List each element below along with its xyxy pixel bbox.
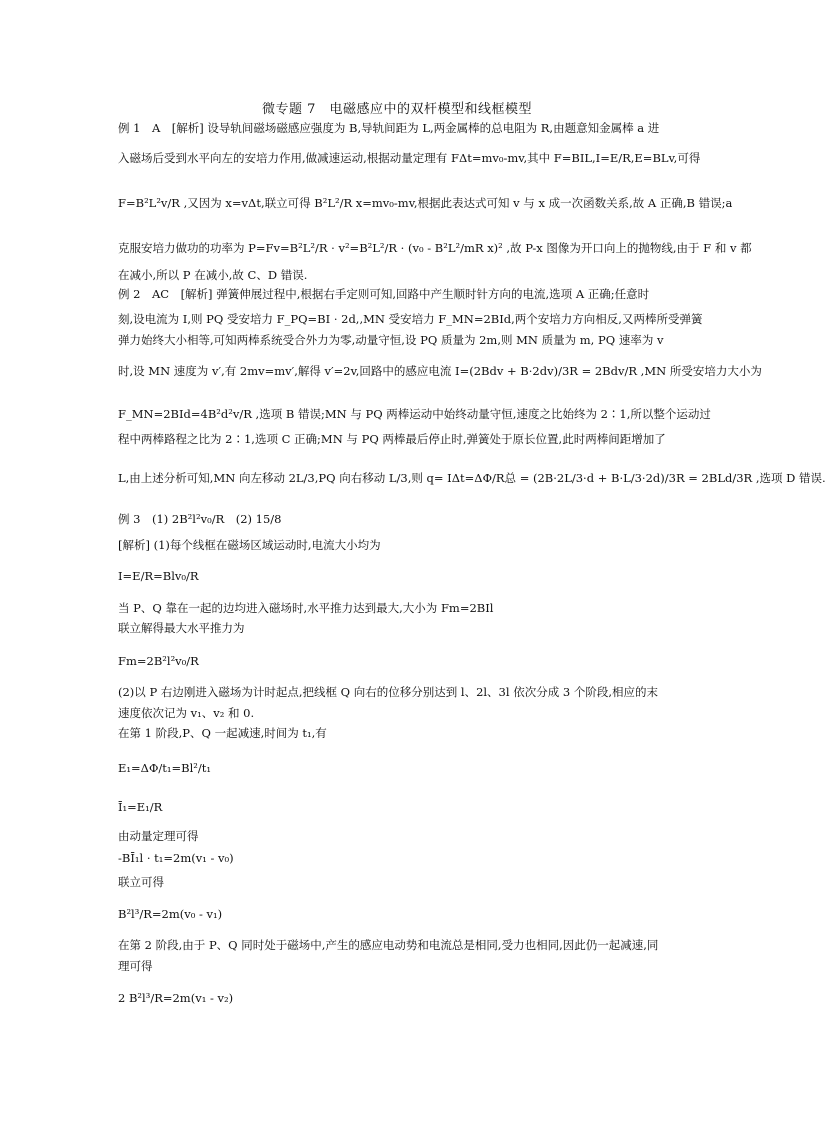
ex3-analysis-2: 当 P、Q 靠在一起的边均进入磁场时,水平推力达到最大,大小为 Fm=2BIl	[118, 601, 494, 615]
ex3-formula-fm: Fm=2B²l²v₀/R	[118, 654, 199, 668]
ex3-analysis-3: 联立解得最大水平推力为	[118, 621, 245, 635]
ex3-part2-line-5: 联立可得	[118, 875, 164, 889]
ex2-line-7: L,由上述分析可知,MN 向左移动 2L/3,PQ 向右移动 L/3,则 q= IΔt=ΔΦ/R总 = (2B·2L/3·d + B·L/3·2d)/3R = 2BLd/3R ,选项 D 错误.	[118, 471, 826, 485]
ex3-formula-stage1: B²l³/R=2m(v₀ - v₁)	[118, 907, 223, 921]
ex3-answer: 例 3 (1) 2B²l²v₀/R (2) 15/8	[118, 512, 282, 526]
ex3-formula-current: I=E/R=Blv₀/R	[118, 569, 199, 583]
ex2-line-3: 弹力始终大小相等,可知两棒系统受合外力为零,动量守恒,设 PQ 质量为 2m,则 MN 质量为 m, PQ 速率为 v	[118, 333, 664, 347]
ex3-formula-i1: Ī₁=E₁/R	[118, 800, 163, 814]
ex1-line-4: 克服安培力做功的功率为 P=Fv=B²L²/R · v²=B²L²/R · (v₀ - B²L²/mR x)² ,故 P-x 图像为开口向上的抛物线,由于 F 和 v 都	[118, 241, 752, 255]
ex3-formula-stage2: 2 B²l³/R=2m(v₁ - v₂)	[118, 991, 234, 1005]
ex3-part2-line-1: (2)以 P 右边刚进入磁场为计时起点,把线框 Q 向右的位移分别达到 l、2l、3l 依次分成 3 个阶段,相应的末	[118, 685, 658, 699]
ex1-line-3: F=B²L²v/R ,又因为 x=vΔt,联立可得 B²L²/R x=mv₀-mv,根据此表达式可知 v 与 x 成一次函数关系,故 A 正确,B 错误;a	[118, 196, 733, 210]
ex1-line-1: 例 1 A [解析] 设导轨间磁场磁感应强度为 B,导轨间距为 L,两金属棒的总电阻为 R,由题意知金属棒 a 进	[118, 121, 660, 135]
ex3-part2-line-3: 在第 1 阶段,P、Q 一起减速,时间为 t₁,有	[118, 726, 327, 740]
ex3-formula-momentum: -BĪ₁l · t₁=2m(v₁ - v₀)	[118, 851, 234, 865]
ex3-analysis-1: [解析] (1)每个线框在磁场区域运动时,电流大小均为	[118, 538, 381, 552]
ex3-part2-line-7: 理可得	[118, 959, 153, 973]
ex2-line-1: 例 2 AC [解析] 弹簧伸展过程中,根据右手定则可知,回路中产生顺时针方向的电流,选项 A 正确;任意时	[118, 287, 650, 301]
ex3-part2-line-6: 在第 2 阶段,由于 P、Q 同时处于磁场中,产生的感应电动势和电流总是相同,受力也相同,因此仍一起减速,同	[118, 938, 659, 952]
ex2-line-5: F_MN=2BId=4B²d²v/R ,选项 B 错误;MN 与 PQ 两棒运动中始终动量守恒,速度之比始终为 2∶1,所以整个运动过	[118, 407, 711, 421]
ex2-line-6: 程中两棒路程之比为 2∶1,选项 C 正确;MN 与 PQ 两棒最后停止时,弹簧处于原长位置,此时两棒间距增加了	[118, 432, 666, 446]
ex1-line-2: 入磁场后受到水平向左的安培力作用,做减速运动,根据动量定理有 FΔt=mv₀-mv,其中 F=BIL,I=E/R,E=BLv,可得	[118, 151, 701, 165]
ex3-part2-line-2: 速度依次记为 v₁、v₂ 和 0.	[118, 706, 255, 720]
ex2-line-4: 时,设 MN 速度为 v′,有 2mv=mv′,解得 v′=2v,回路中的感应电流 I=(2Bdv + B·2dv)/3R = 2Bdv/R ,MN 所受安培力大小为	[118, 364, 762, 378]
ex2-line-2: 刻,设电流为 I,则 PQ 受安培力 F_PQ=BI · 2d,,MN 受安培力 F_MN=2BId,两个安培力方向相反,又两棒所受弹簧	[118, 312, 703, 326]
page-title: 微专题 7 电磁感应中的双杆模型和线框模型	[262, 102, 532, 117]
ex1-line-5: 在减小,所以 P 在减小,故 C、D 错误.	[118, 268, 308, 282]
ex3-part2-line-4: 由动量定理可得	[118, 829, 199, 843]
ex3-formula-e1: E₁=ΔΦ/t₁=Bl²/t₁	[118, 761, 211, 775]
